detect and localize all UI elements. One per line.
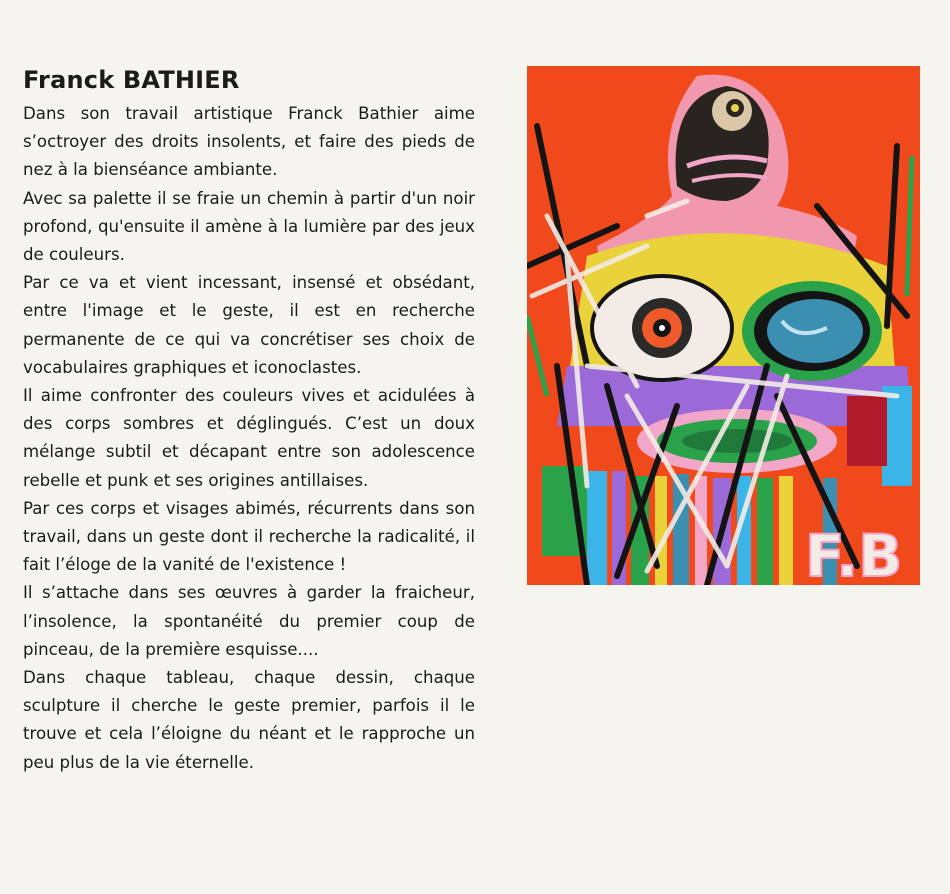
bio-paragraph: Avec sa palette il se fraie un chemin à partir d'un noir profond, qu'ensuite il amène à la lumière par des jeux de couleurs. [23, 188, 475, 265]
artist-bio-section [23, 64, 475, 777]
bio-paragraph: Par ces corps et visages abimés, récurrents dans son travail, dans un geste dont il recherche la radicalité, il fait l’éloge de la vanité de l'existence ! [23, 498, 475, 575]
painting-illustration [527, 66, 920, 585]
artist-name-heading: Franck BATHIER [23, 66, 240, 94]
bio-paragraph: Dans chaque tableau, chaque dessin, chaque sculpture il cherche le geste premier, parfois il le trouve et cela l’éloigne du néant et le rapproche un peu plus de la vie éternelle. [23, 668, 475, 772]
bio-paragraph: Par ce va et vient incessant, insensé et obsédant, entre l'image et le geste, il est en recherche permanente de ce qui va concrétiser ses choix de vocabulaires graphiques et iconoclastes. [23, 273, 475, 377]
artwork-painting [527, 66, 920, 585]
bio-paragraph: Dans son travail artistique Franck Bathier aime s’octroyer des droits insolents, et faire des pieds de nez à la bienséance ambiante. [23, 104, 475, 180]
painting-signature: F.B [805, 522, 903, 585]
bio-paragraph: Il s’attache dans ses œuvres à garder la fraicheur, l’insolence, la spontanéité du premier coup de pinceau, de la première esquisse.... [23, 583, 475, 659]
bio-paragraph: Il aime confronter des couleurs vives et acidulées à des corps sombres et déglingués. C’est un doux mélange subtil et décapant entre son adolescence rebelle et punk et ses origines antillaises. [23, 386, 475, 490]
